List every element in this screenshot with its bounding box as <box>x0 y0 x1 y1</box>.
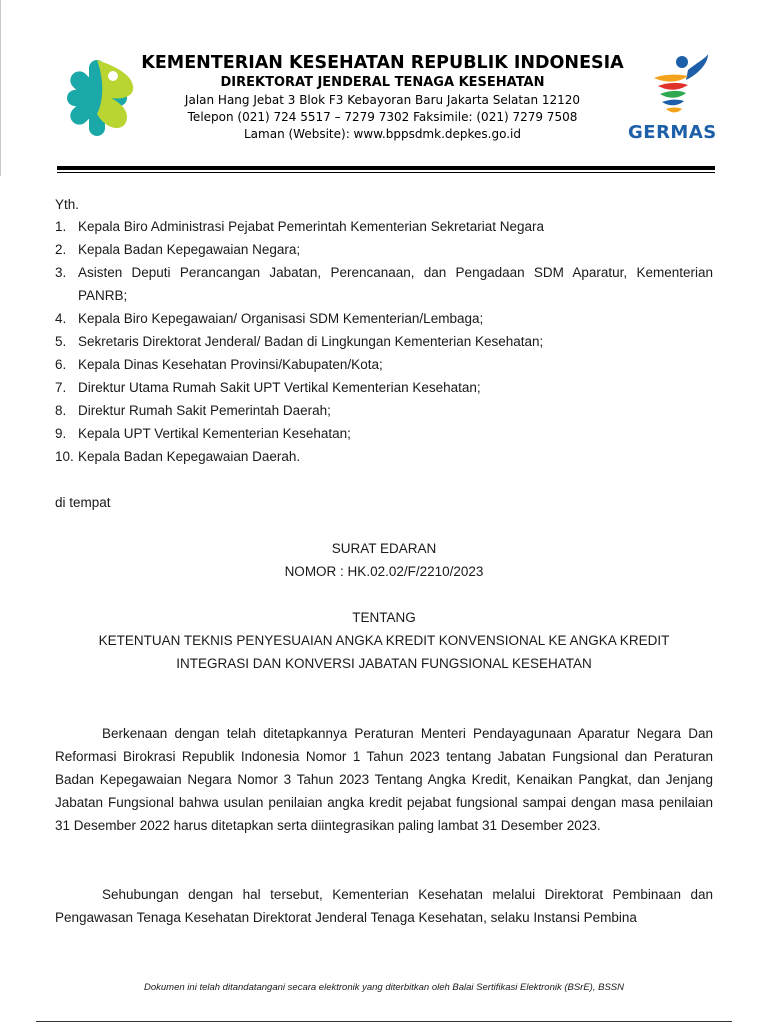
list-number: 5. <box>55 334 67 349</box>
kemenkes-logo-icon <box>53 52 141 144</box>
greeting: Yth. <box>55 197 80 212</box>
list-item <box>55 215 713 238</box>
list-text: Kepala Dinas Kesehatan Provinsi/Kabupaten/Kota; <box>78 357 383 372</box>
list-number: 1. <box>55 219 67 234</box>
list-item <box>55 353 713 376</box>
list-item <box>55 238 713 261</box>
list-number: 10. <box>55 449 74 464</box>
list-number: 2. <box>55 242 67 257</box>
ministry-name: KEMENTERIAN KESEHATAN REPUBLIK INDONESIA <box>141 53 624 73</box>
subject-line-1: KETENTUAN TEKNIS PENYESUAIAN ANGKA KREDIT KONVENSIONAL KE ANGKA KREDIT <box>98 633 670 648</box>
body-paragraph-2: Sehubungan dengan hal tersebut, Kementerian Kesehatan melalui Direktorat Pembinaan dan Pengawasan Tenaga Kesehatan Direktorat Jenderal Tenaga Kesehatan, selaku Instansi Pembina <box>55 887 713 925</box>
list-item <box>55 399 713 422</box>
list-item <box>55 307 713 330</box>
list-text: Sekretaris Direktorat Jenderal/ Badan di Lingkungan Kementerian Kesehatan; <box>78 334 544 349</box>
list-text: Kepala UPT Vertikal Kementerian Kesehatan; <box>78 426 351 441</box>
address-line: Jalan Hang Jebat 3 Blok F3 Kebayoran Baru Jakarta Selatan 12120 <box>184 93 581 107</box>
list-number: 3. <box>55 265 67 280</box>
website-line: Laman (Website): www.bppsdmk.depkes.go.id <box>244 127 521 141</box>
list-text: Direktur Rumah Sakit Pemerintah Daerah; <box>78 403 331 418</box>
list-number: 6. <box>55 357 67 372</box>
germas-label: GERMAS <box>628 122 717 143</box>
list-text: Direktur Utama Rumah Sakit UPT Vertikal Kementerian Kesehatan; <box>78 380 481 395</box>
germas-logo <box>628 52 716 148</box>
place-line: di tempat <box>55 495 111 510</box>
list-text: Kepala Biro Kepegawaian/ Organisasi SDM Kementerian/Lembaga; <box>78 311 484 326</box>
list-item <box>55 376 713 399</box>
letterhead-divider <box>57 166 715 170</box>
subject <box>55 629 713 675</box>
letterhead <box>140 52 625 143</box>
list-text: Kepala Biro Administrasi Pejabat Pemerintah Kementerian Sekretariat Negara <box>78 219 544 234</box>
list-number: 8. <box>55 403 67 418</box>
list-item <box>55 422 713 445</box>
phone-line: Telepon (021) 724 5517 – 7279 7302 Faksimile: (021) 7279 7508 <box>187 110 578 124</box>
list-item <box>55 445 713 468</box>
directorate-name: DIREKTORAT JENDERAL TENAGA KESEHATAN <box>220 75 545 90</box>
regarding-label: TENTANG <box>352 610 416 625</box>
footer-note: Dokumen ini telah ditandatangani secara elektronik yang diterbitkan oleh Balai Sertifikasi Elektronik (BSrE), BSSN <box>144 982 624 993</box>
page-edge <box>0 0 1 176</box>
doc-number: NOMOR : HK.02.02/F/2210/2023 <box>284 564 484 579</box>
list-number: 9. <box>55 426 67 441</box>
list-number: 4. <box>55 311 67 326</box>
list-number: 7. <box>55 380 67 395</box>
doc-type: SURAT EDARAN <box>331 541 437 556</box>
list-item <box>55 330 713 353</box>
footer-divider <box>36 1021 732 1022</box>
list-text: Kepala Badan Kepegawaian Daerah. <box>78 449 301 464</box>
letterhead-divider-thin <box>57 172 715 173</box>
germas-figure-icon <box>628 52 716 122</box>
subject-line-2: INTEGRASI DAN KONVERSI JABATAN FUNGSIONAL KESEHATAN <box>176 656 592 671</box>
recipient-list <box>55 215 713 468</box>
list-item <box>55 261 713 307</box>
body-paragraph-1: Berkenaan dengan telah ditetapkannya Peraturan Menteri Pendayagunaan Aparatur Negara Dan Reformasi Birokrasi Republik Indonesia Nomor 1 Tahun 2023 tentang Jabatan Fungsional dan Peraturan Badan Kepegawaian Negara Nomor 3 Tahun 2023 Tentang Angka Kredit, Kenaikan Pangkat, dan Jenjang Jabatan Fungsional bahwa usulan penilaian angka kredit pejabat fungsional sampai dengan masa penilaian 31 Desember 2022 harus ditetapkan serta diintegrasikan paling lambat 31 Desember 2023. <box>55 726 713 833</box>
list-text: Kepala Badan Kepegawaian Negara; <box>78 242 301 257</box>
list-text: Asisten Deputi Perancangan Jabatan, Perencanaan, dan Pengadaan SDM Aparatur, Kementerian PANRB; <box>78 265 713 303</box>
